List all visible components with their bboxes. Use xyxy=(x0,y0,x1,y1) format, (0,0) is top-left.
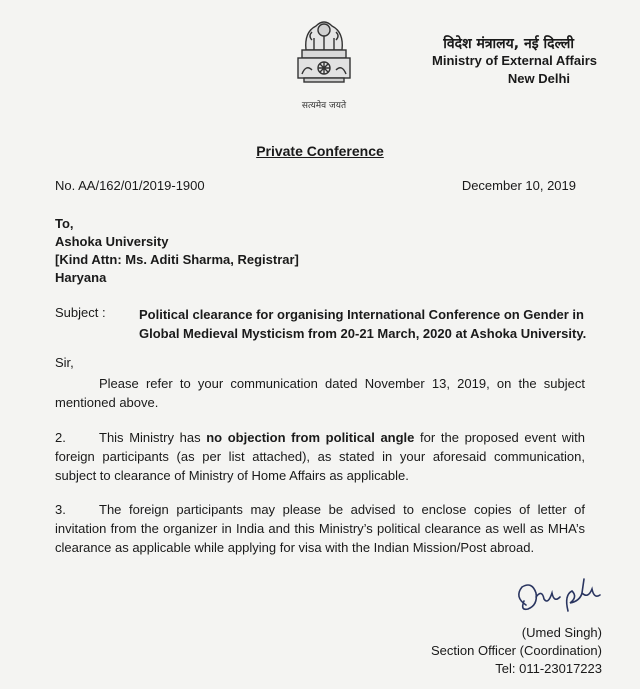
paragraph-2-text-end: for the proposed event with foreign participants (as per list attached), as stated in your aforesaid communication, subject to clearance of Ministry of Home Affairs as applicable. xyxy=(55,430,585,483)
paragraph-2-text-start: This Ministry has xyxy=(99,430,207,445)
ministry-city: New Delhi xyxy=(507,71,570,86)
signatory-designation: Section Officer (Coordination) xyxy=(430,643,602,658)
letter-title-text: Private Conference xyxy=(256,143,384,159)
recipient-line-2: [Kind Attn: Ms. Aditi Sharma, Registrar] xyxy=(55,252,299,267)
emblem-motto: सत्यमेव जयते xyxy=(301,101,347,111)
paragraph-2 xyxy=(55,428,585,485)
recipient-line-1: Ashoka University xyxy=(55,234,169,249)
ministry-hindi-title: विदेश मंत्रालय, नई दिल्ली xyxy=(443,36,574,52)
letter-title xyxy=(0,143,640,159)
handwritten-signature-icon xyxy=(508,575,608,625)
paragraph-2-emphasis: no objection from political angle xyxy=(206,430,415,445)
paragraph-2-number: 2. xyxy=(55,430,66,445)
recipient-to: To, xyxy=(55,216,74,231)
subject-label: Subject : xyxy=(55,305,106,320)
signatory-telephone: Tel: 011-23017223 xyxy=(495,661,602,676)
paragraph-3 xyxy=(55,500,585,557)
reference-number: No. AA/162/01/2019-1900 xyxy=(55,178,205,193)
signatory-name: (Umed Singh) xyxy=(521,625,602,640)
national-emblem-icon xyxy=(284,10,364,100)
recipient-line-3: Haryana xyxy=(55,270,107,285)
paragraph-1 xyxy=(55,374,585,412)
paragraph-1-text: Please refer to your communication dated November 13, 2019, on the subject mentioned above. xyxy=(55,376,585,410)
ministry-name: Ministry of External Affairs xyxy=(432,53,597,68)
paragraph-3-text: The foreign participants may please be advised to enclose copies of letter of invitation from the organizer in India and this Ministry’s political clearance as well as MHA’s clearance as applicable while applying for visa with the Indian Mission/Post abroad. xyxy=(55,502,585,555)
subject-text: Political clearance for organising International Conference on Gender in Global Medieval Mysticism from 20-21 March, 2020 at Ashoka University. xyxy=(139,307,587,341)
salutation: Sir, xyxy=(55,355,74,370)
letter-date: December 10, 2019 xyxy=(461,178,576,193)
paragraph-3-number: 3. xyxy=(55,502,66,517)
